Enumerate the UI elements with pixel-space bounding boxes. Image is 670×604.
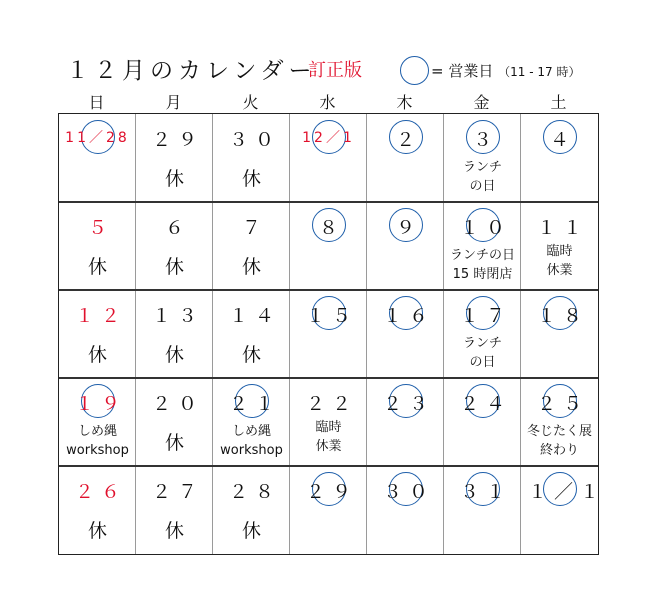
weekday-label: 月 [165,93,182,112]
day-number: ２８ [228,481,281,503]
day-number: ２２ [305,393,358,415]
day-number: １８ [536,305,589,327]
day-number: １５ [305,305,358,327]
weekday-label: 水 [319,93,336,112]
day-cell [444,290,521,378]
day-number: 11／28 [65,130,130,146]
day-cell [136,378,213,466]
day-cell [367,290,444,378]
closed-label: 休 [241,256,261,278]
day-number: ７ [241,217,268,239]
day-cell [290,466,367,554]
day-number: ３０ [228,129,281,151]
day-note-line: 臨時 [315,420,342,435]
closed-label: 休 [164,256,184,278]
day-cell [367,202,444,290]
day-cell [136,114,213,202]
day-number: ３１ [459,481,512,503]
day-note-line: ランチ [462,336,502,351]
day-cell [213,202,290,290]
day-number: ２７ [151,481,204,503]
day-number: ８ [318,217,345,239]
day-number: １６ [382,305,435,327]
day-note-line: しめ縄 [77,424,117,439]
day-number: ３ [472,129,499,151]
closed-label: 休 [241,344,261,366]
closed-label: 休 [241,520,261,542]
day-cell [367,466,444,554]
weekday-label: 木 [396,93,413,112]
day-number: １／１ [528,481,607,503]
closed-label: 休 [87,520,107,542]
day-cell [521,290,598,378]
day-note-line: ランチ [462,160,502,175]
closed-label: 休 [164,344,184,366]
day-number: ２９ [305,481,358,503]
day-cell [59,114,136,202]
closed-label: 休 [164,520,184,542]
day-number: １７ [459,305,512,327]
day-note-line: 臨時 [546,244,573,259]
day-cell [213,290,290,378]
open-day-circle-icon [400,56,429,85]
day-cell [444,202,521,290]
legend-hours: （11 - 17 時） [498,65,581,79]
day-note [213,422,290,460]
weekday-label: 火 [242,93,259,112]
legend-text: = 営業日 [431,62,494,80]
day-number: ４ [549,129,576,151]
revised-label: 訂正版 [308,60,362,81]
legend [431,60,580,81]
weekday-label: 日 [88,93,105,112]
day-number: １９ [74,393,127,415]
closed-label: 休 [164,432,184,454]
day-cell [59,290,136,378]
day-number: ２９ [151,129,204,151]
day-number: ６ [164,217,191,239]
day-cell [367,378,444,466]
day-note [444,334,521,372]
day-number: ２６ [74,481,127,503]
day-note [444,158,521,196]
day-note-line: 終わり [539,443,579,458]
day-cell [521,466,607,554]
day-note [59,422,136,460]
day-cell [444,114,521,202]
day-note [290,418,367,456]
day-note-line: workshop [220,443,283,458]
day-note-line: の日 [469,179,496,194]
day-number: 12／1 [302,130,355,146]
weekday-label: 金 [473,93,490,112]
weekday-label: 土 [550,93,567,112]
day-note-line: 冬じたく展 [526,424,592,439]
day-number: ２１ [228,393,281,415]
closed-label: 休 [164,168,184,190]
day-number: ５ [87,217,114,239]
day-note [521,422,598,460]
day-note-line: workshop [66,443,129,458]
day-note-line: しめ縄 [231,424,271,439]
day-note [444,246,521,284]
day-number: ２５ [536,393,589,415]
day-note-line: の日 [469,355,496,370]
day-cell [290,290,367,378]
day-cell [444,378,521,466]
day-cell [213,114,290,202]
day-cell [59,378,136,466]
day-note-line: 休業 [315,439,342,454]
day-cell [290,202,367,290]
day-cell [136,202,213,290]
day-note-line: ランチの日 [449,248,515,263]
calendar-grid [58,113,607,555]
day-cell [367,114,444,202]
day-cell [521,202,598,290]
day-number: ２４ [459,393,512,415]
day-cell [136,290,213,378]
day-cell [521,378,598,466]
day-cell [213,378,290,466]
closed-label: 休 [87,344,107,366]
day-number: １１ [536,217,589,239]
day-cell [136,466,213,554]
day-cell [213,466,290,554]
day-note [521,242,598,280]
day-cell [290,378,367,466]
day-number: ２３ [382,393,435,415]
day-cell [59,202,136,290]
day-number: ９ [395,217,422,239]
day-note-line: 15 時閉店 [452,267,513,282]
day-number: ２０ [151,393,204,415]
day-cell [444,466,521,554]
day-number: １２ [74,305,127,327]
day-note-line: 休業 [546,263,573,278]
day-cell [521,114,598,202]
day-number: ３０ [382,481,435,503]
closed-label: 休 [87,256,107,278]
calendar-title: １２月のカレンダー [66,58,317,84]
day-number: １３ [151,305,204,327]
day-cell [290,114,367,202]
day-number: １０ [459,217,512,239]
day-number: １４ [228,305,281,327]
closed-label: 休 [241,168,261,190]
day-number: ２ [395,129,422,151]
day-cell [59,466,136,554]
